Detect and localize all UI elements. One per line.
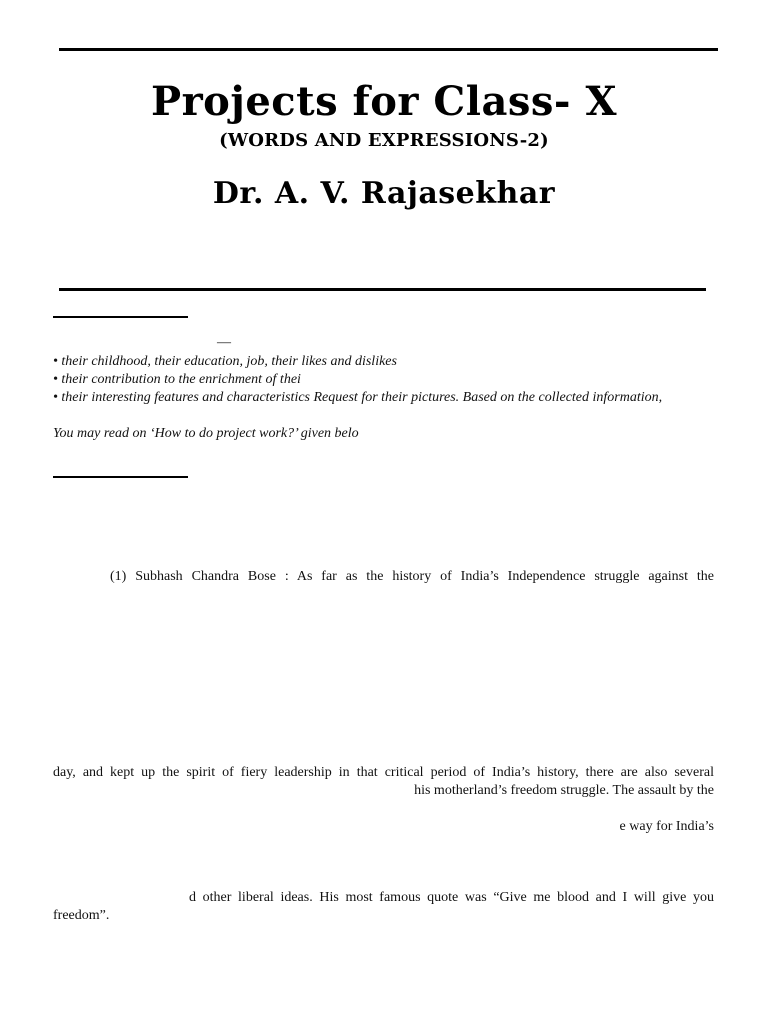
paragraph-line-2: day, and kept up the spirit of fiery leadership in that critical period of India’s history, there are also several (53, 765, 714, 780)
paragraph-line-3: his motherland’s freedom struggle. The assault by the (414, 783, 714, 798)
top-rule (59, 48, 718, 51)
document-title: Projects for Class- X (151, 78, 617, 125)
paragraph-line-5: d other liberal ideas. His most famous quote was “Give me blood and I will give you (189, 890, 714, 905)
project-work-note: You may read on ‘How to do project work?’ given belo (53, 426, 359, 441)
bullet-item-2: • their contribution to the enrichment of thei (53, 372, 301, 387)
section-underline-2 (53, 476, 188, 478)
document-subtitle: (WORDS AND EXPRESSIONS-2) (219, 130, 549, 151)
header-bottom-rule (59, 288, 706, 291)
paragraph-line-4: e way for India’s (619, 819, 714, 834)
section-underline-1 (53, 316, 188, 318)
bullet-item-3: • their interesting features and characteristics Request for their pictures. Based on the collected information, (53, 390, 663, 405)
paragraph-line-6: freedom”. (53, 908, 110, 923)
author-name: Dr. A. V. Rajasekhar (212, 176, 556, 211)
bullet-item-1: • their childhood, their education, job, their likes and dislikes (53, 354, 397, 369)
dash-mark: — (217, 335, 231, 350)
paragraph-line-1: (1) Subhash Chandra Bose : As far as the history of India’s Independence struggle against the (110, 569, 714, 584)
